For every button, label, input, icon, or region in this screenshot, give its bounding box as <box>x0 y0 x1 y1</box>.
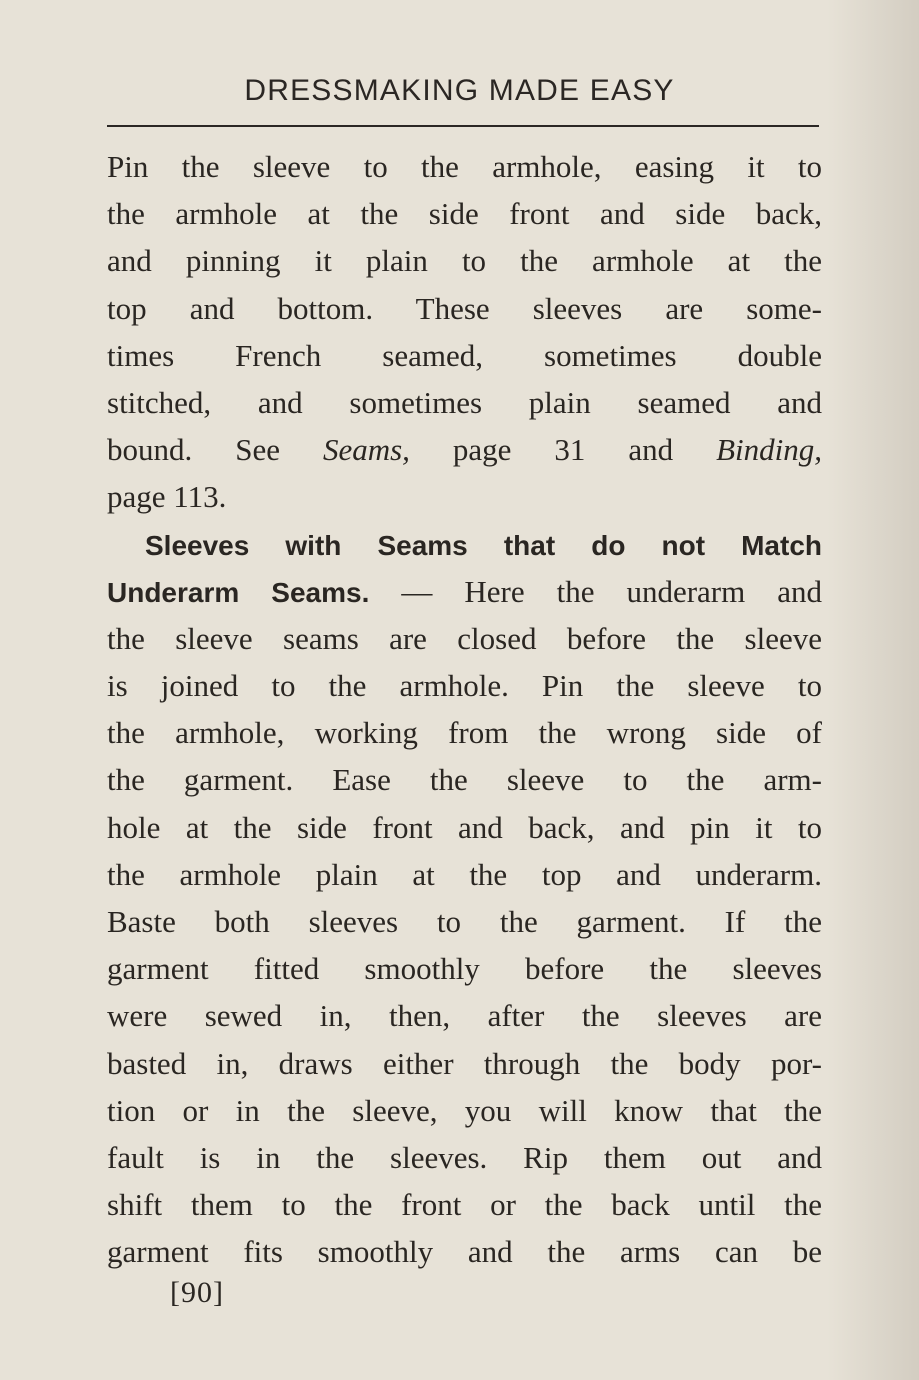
text-line <box>107 568 822 615</box>
text-run: page 31 and <box>409 432 717 468</box>
running-title: DRESSMAKING MADE EASY <box>244 74 675 107</box>
text-line: the armhole at the side front and side back, <box>107 196 822 232</box>
text-line <box>107 426 822 473</box>
text-line: garment fits smoothly and the arms can be <box>107 1234 822 1270</box>
text-line: tion or in the sleeve, you will know that the <box>107 1092 822 1128</box>
text-line: were sewed in, then, after the sleeves are <box>107 998 822 1034</box>
text-line: shift them to the front or the back until the <box>107 1187 822 1223</box>
text-line: top and bottom. These sleeves are some- <box>107 290 822 326</box>
text-line: the armhole plain at the top and underarm. <box>107 856 822 892</box>
section-heading-continued: Underarm Seams. <box>107 576 370 608</box>
text-run: bound. See <box>107 432 323 468</box>
text-line: is joined to the armhole. Pin the sleeve to <box>107 668 822 704</box>
section-heading: Sleeves with Seams that do not Match <box>145 529 822 561</box>
text-line: page 113. <box>107 479 227 515</box>
text-line: fault is in the sleeves. Rip them out and <box>107 1139 822 1175</box>
text-line: Baste both sleeves to the garment. If the <box>107 904 822 939</box>
header-rule <box>107 125 819 127</box>
page-number: [90] <box>170 1276 224 1309</box>
text-line: times French seamed, sometimes double <box>107 337 822 373</box>
text-line: garment fitted smoothly before the sleeves <box>107 951 822 987</box>
text-line: basted in, draws either through the body por- <box>107 1045 822 1081</box>
text-line: and pinning it plain to the armhole at the <box>107 243 822 279</box>
cross-reference-binding: Binding, <box>716 432 822 468</box>
text-line: stitched, and sometimes plain seamed and <box>107 384 822 420</box>
text-run: — Here the underarm and <box>369 573 822 609</box>
text-line: Pin the sleeve to the armhole, easing it to <box>107 149 822 184</box>
section-heading-line <box>107 521 822 568</box>
text-line: hole at the side front and back, and pin it to <box>107 809 822 845</box>
body-text <box>107 143 822 1276</box>
text-line: the garment. Ease the sleeve to the arm- <box>107 762 822 798</box>
cross-reference-seams: Seams, <box>322 432 410 468</box>
text-line: the sleeve seams are closed before the sleeve <box>107 620 822 656</box>
text-line: the armhole, working from the wrong side of <box>107 715 822 751</box>
